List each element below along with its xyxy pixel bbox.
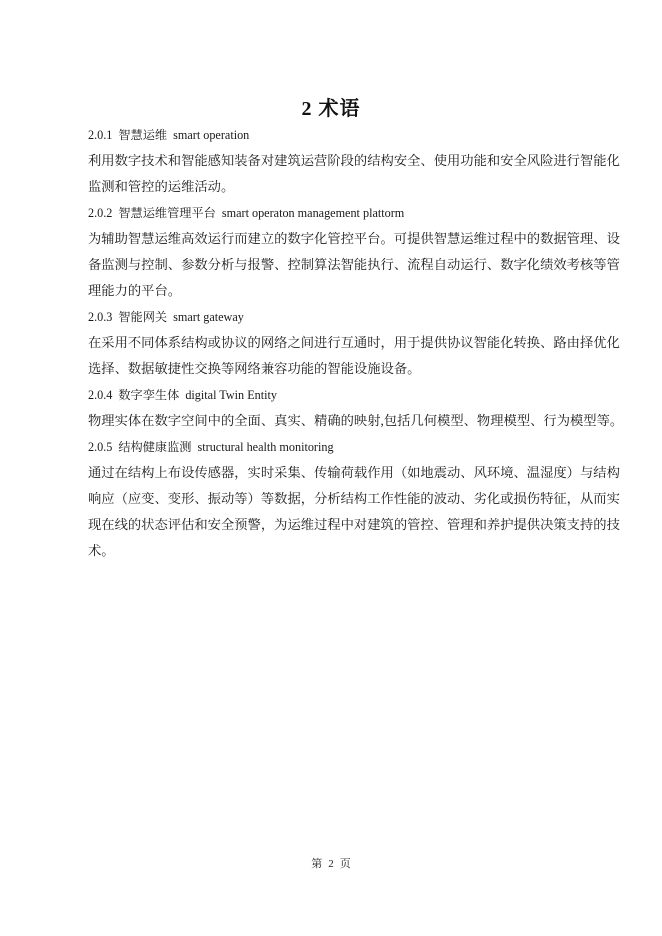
- term-number: 2.0.3: [88, 310, 113, 324]
- term-definition-line: 现在线的状态评估和安全预警，为运维过程中对建筑的管控、管理和养护提供决策支持的技: [88, 517, 620, 532]
- term-heading: [88, 307, 564, 333]
- term-chinese: 数字孪生体: [118, 388, 180, 402]
- footer-prefix: 第: [311, 858, 323, 870]
- term-english: smart operaton management plattorm: [221, 206, 405, 220]
- term-definition-line: 理能力的平台。: [88, 283, 182, 298]
- term-english: structural health monitoring: [197, 440, 334, 454]
- term-heading: [88, 203, 564, 229]
- term-definition-line: 选择、数据敏捷性交换等网络兼容功能的智能设施设备。: [88, 361, 421, 376]
- term-chinese: 智慧运维管理平台: [118, 206, 216, 220]
- footer-suffix: 页: [339, 858, 351, 870]
- term-definition-line: 备监测与控制、参数分析与报警、控制算法智能执行、流程自动运行、数字化绩效考核等管: [88, 257, 620, 272]
- term-definition-line: 监测和管控的运维活动。: [88, 179, 235, 194]
- term-definition-line: 通过在结构上布设传感器，实时采集、传输荷载作用（如地震动、风环境、温湿度）与结构: [88, 465, 620, 480]
- terms-section: [88, 125, 624, 567]
- term-number: 2.0.4: [88, 388, 113, 402]
- term-heading: [88, 437, 564, 463]
- term-definition-line: 利用数字技术和智能感知装备对建筑运营阶段的结构安全、使用功能和安全风险进行智能化: [88, 153, 620, 168]
- term-definition-line: 物理实体在数字空间中的全面、真实、精确的映射,包括几何模型、物理模型、行为模型等。: [88, 413, 624, 428]
- page-footer: [0, 855, 662, 871]
- term-english: smart gateway: [173, 310, 244, 324]
- term-english: smart operation: [173, 128, 250, 142]
- term-heading: [88, 125, 564, 151]
- page-title: 2 术语: [301, 98, 361, 120]
- term-chinese: 结构健康监测: [118, 440, 192, 454]
- term-chinese: 智能网关: [118, 310, 168, 324]
- term-heading: [88, 385, 564, 411]
- term-definition-line: 为辅助智慧运维高效运行而建立的数字化管控平台。可提供智慧运维过程中的数据管理、设: [88, 231, 620, 246]
- term-definition-line: 术。: [88, 543, 115, 558]
- term-number: 2.0.1: [88, 128, 113, 142]
- term-definition-line: 响应（应变、变形、振动等）等数据，分析结构工作性能的波动、劣化或损伤特征，从而实: [88, 491, 620, 506]
- term-chinese: 智慧运维: [118, 128, 168, 142]
- page-number: 2: [328, 858, 334, 870]
- term-number: 2.0.5: [88, 440, 113, 454]
- term-number: 2.0.2: [88, 206, 113, 220]
- term-english: digital Twin Entity: [185, 388, 277, 402]
- term-definition-line: 在采用不同体系结构或协议的网络之间进行互通时，用于提供协议智能化转换、路由择优化: [88, 335, 620, 350]
